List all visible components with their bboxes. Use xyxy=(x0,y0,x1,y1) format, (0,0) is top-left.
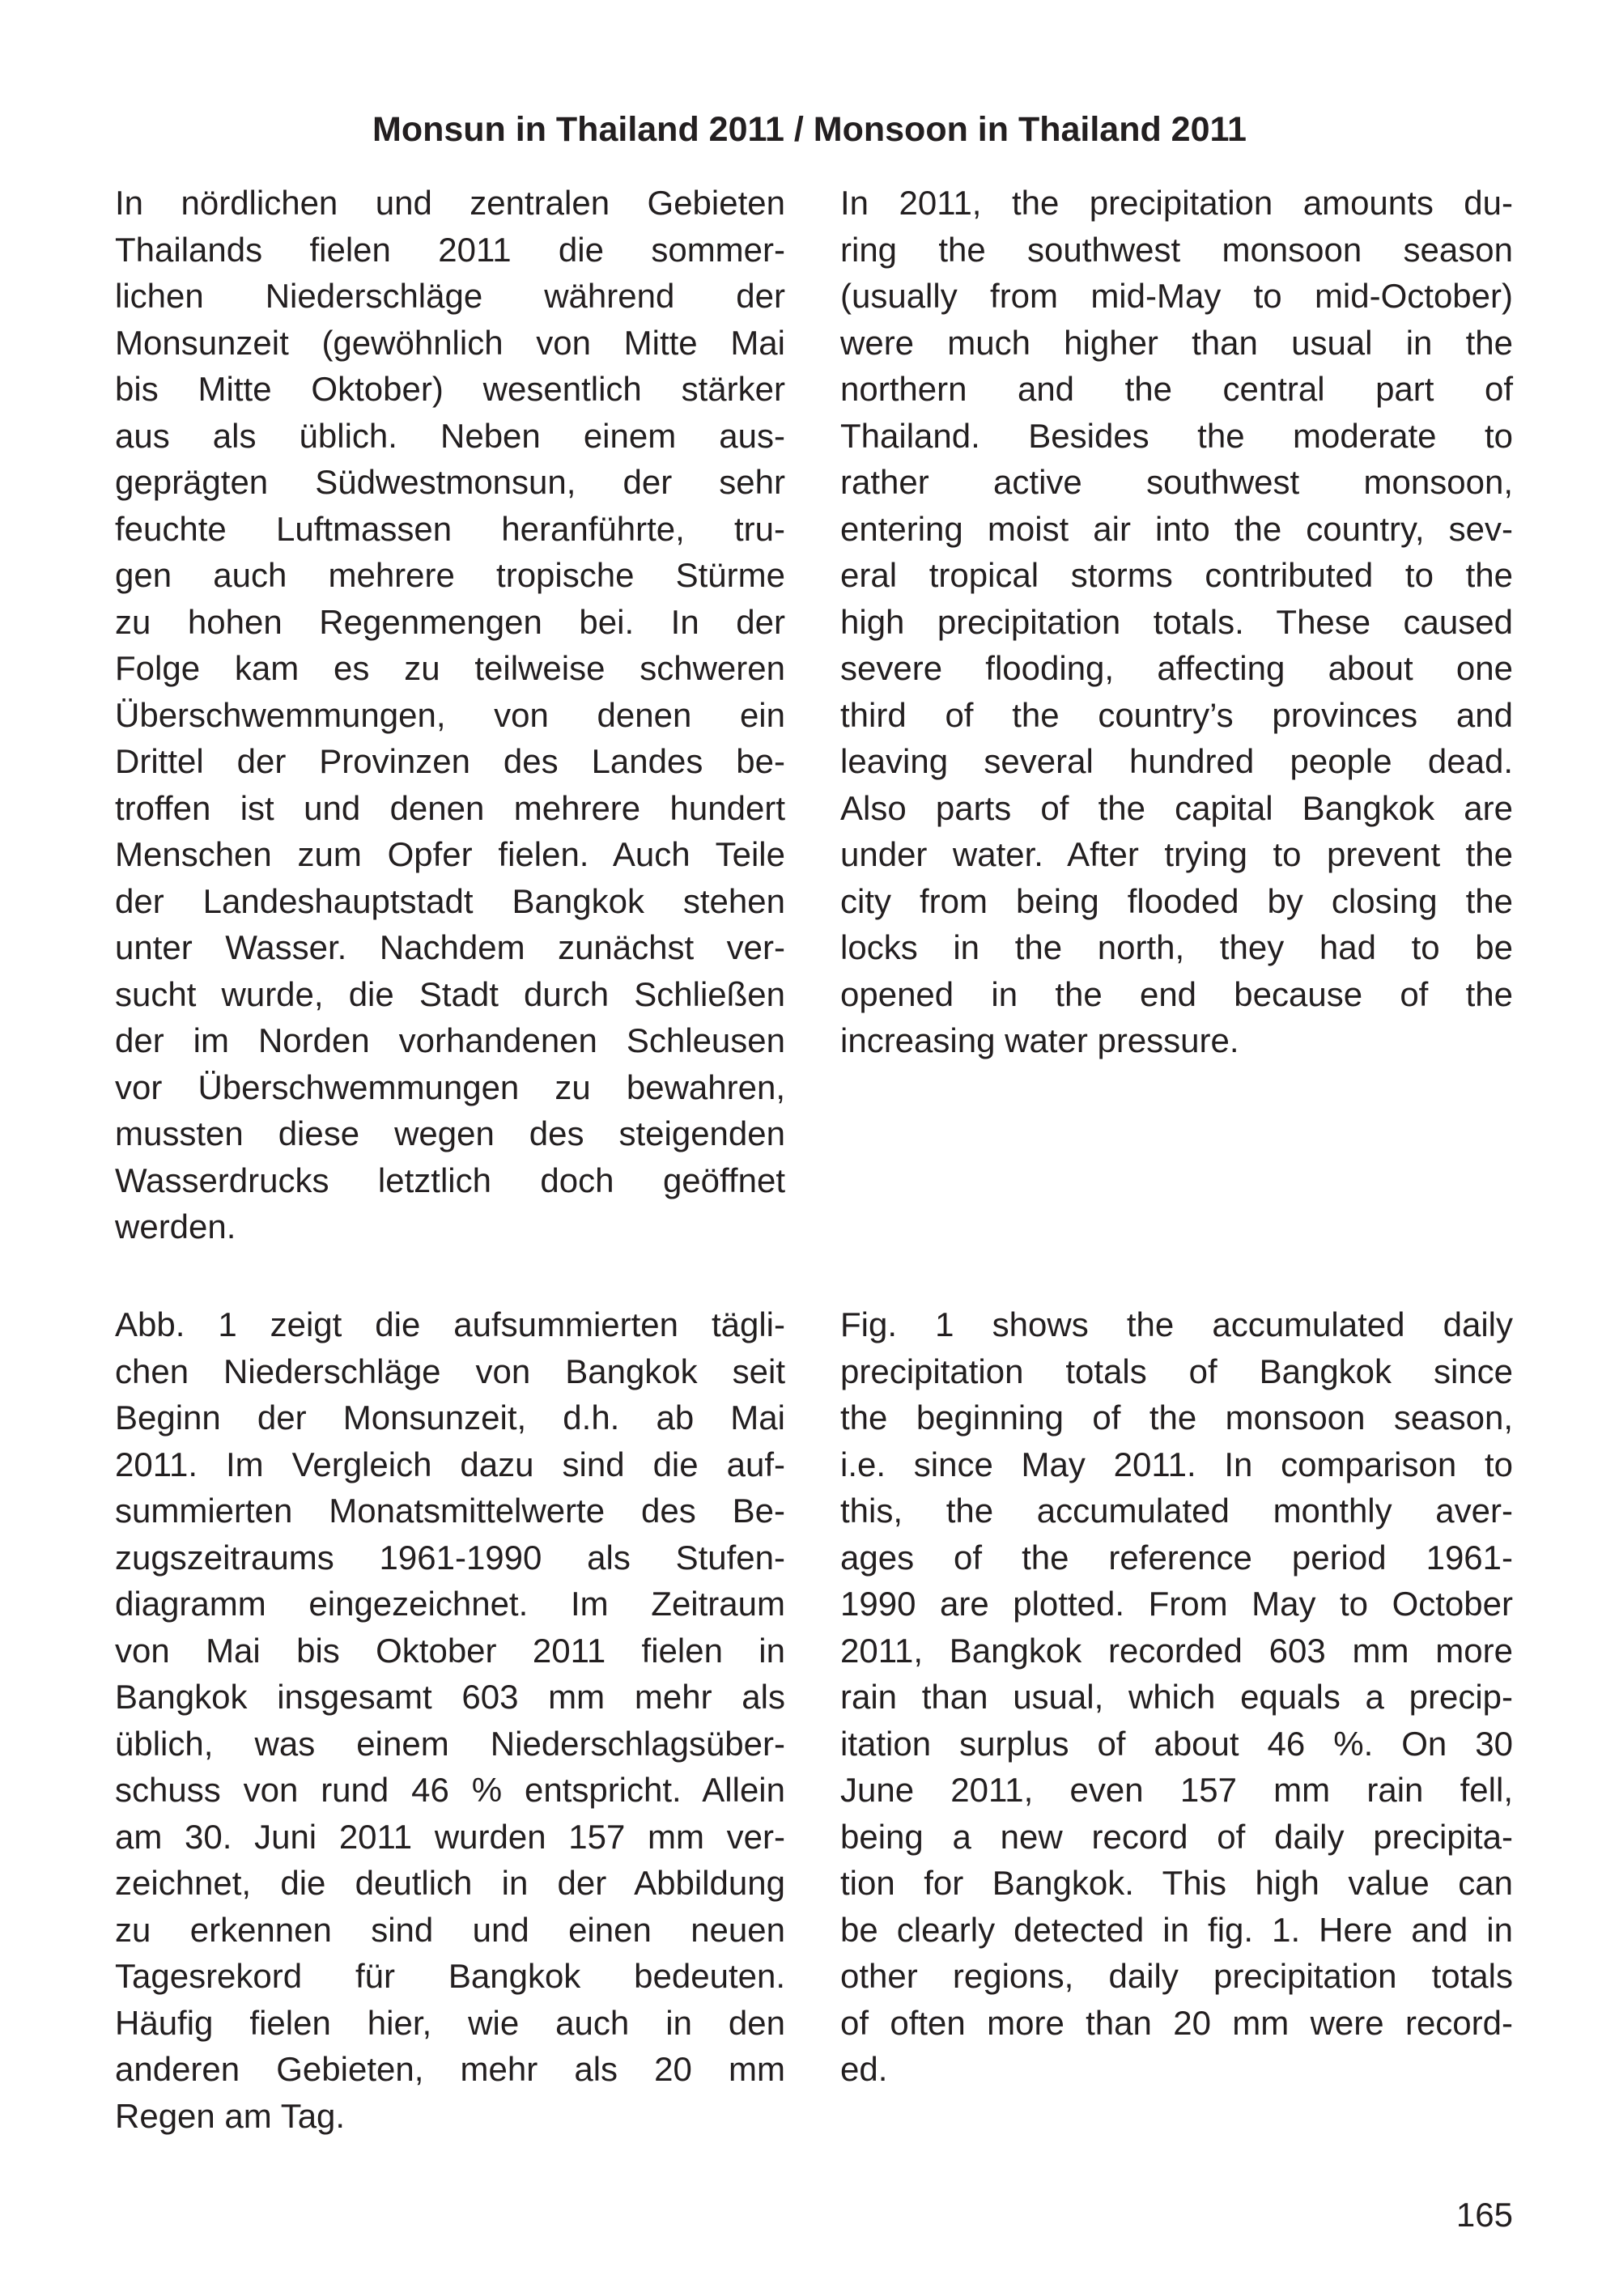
text-line: Abb. 1 zeigt die aufsummierten tägli- xyxy=(115,1305,785,1343)
text-line: unter Wasser. Nachdem zunächst ver- xyxy=(115,928,785,966)
text-line: this, the accumulated monthly aver- xyxy=(840,1492,1513,1530)
text-line: Folge kam es zu teilweise schweren xyxy=(115,649,785,687)
text-line: other regions, daily precipitation totals xyxy=(840,1957,1513,1995)
text-line: diagramm eingezeichnet. Im Zeitraum xyxy=(115,1585,785,1623)
text-line: locks in the north, they had to be xyxy=(840,928,1513,966)
text-line: Thailands fielen 2011 die sommer- xyxy=(115,230,785,269)
text-line: precipitation totals of Bangkok since xyxy=(840,1352,1513,1390)
text-line: severe flooding, affecting about one xyxy=(840,649,1513,687)
text-line: am 30. Juni 2011 wurden 157 mm ver- xyxy=(115,1817,785,1856)
text-line: In 2011, the precipitation amounts du- xyxy=(840,184,1513,222)
text-line: üblich, was einem Niederschlagsüber- xyxy=(115,1724,785,1763)
text-line: von Mai bis Oktober 2011 fielen in xyxy=(115,1631,785,1670)
text-line: itation surplus of about 46 %. On 30 xyxy=(840,1724,1513,1763)
text-line: Thailand. Besides the moderate to xyxy=(840,416,1513,455)
text-line: northern and the central part of xyxy=(840,370,1513,408)
text-line: Menschen zum Opfer fielen. Auch Teile xyxy=(115,835,785,873)
text-line: In nördlichen und zentralen Gebieten xyxy=(115,184,785,222)
text-line: Überschwemmungen, von denen ein xyxy=(115,695,785,734)
text-line: city from being flooded by closing the xyxy=(840,881,1513,920)
text-line: mussten diese wegen des steigenden xyxy=(115,1114,785,1152)
text-line: under water. After trying to prevent the xyxy=(840,835,1513,873)
text-line: gen auch mehrere tropische Stürme xyxy=(115,556,785,594)
text-line: June 2011, even 157 mm rain fell, xyxy=(840,1771,1513,1809)
text-line: zugszeitraums 1961-1990 als Stufen- xyxy=(115,1538,785,1577)
text-line: Wasserdrucks letztlich doch geöffnet xyxy=(115,1161,785,1199)
text-line: Monsunzeit (gewöhnlich von Mitte Mai xyxy=(115,323,785,362)
text-line: der im Norden vorhandenen Schleusen xyxy=(115,1021,785,1059)
text-line: Also parts of the capital Bangkok are xyxy=(840,788,1513,827)
text-line: third of the country’s provinces and xyxy=(840,695,1513,734)
text-line: geprägten Südwestmonsun, der sehr xyxy=(115,463,785,501)
text-line: 2011. Im Vergleich dazu sind die auf- xyxy=(115,1445,785,1483)
text-line: Regen am Tag. xyxy=(115,2096,346,2135)
text-line: sucht wurde, die Stadt durch Schließen xyxy=(115,974,785,1013)
text-line: (usually from mid-May to mid-October) xyxy=(840,277,1513,315)
german-paragraph-1 xyxy=(115,180,785,1250)
text-line: ages of the reference period 1961- xyxy=(840,1538,1513,1577)
text-line: 2011, Bangkok recorded 603 mm more xyxy=(840,1631,1513,1670)
text-line: being a new record of daily precipita- xyxy=(840,1817,1513,1856)
text-line: Bangkok insgesamt 603 mm mehr als xyxy=(115,1678,785,1716)
text-line: zu hohen Regenmengen bei. In der xyxy=(115,602,785,641)
page-title: Monsun in Thailand 2011 / Monsoon in Thailand 2011 xyxy=(372,110,1247,149)
english-paragraph-1 xyxy=(840,180,1513,1064)
text-line: anderen Gebieten, mehr als 20 mm xyxy=(115,2050,785,2088)
text-line: feuchte Luftmassen heranführte, tru- xyxy=(115,509,785,548)
text-line: were much higher than usual in the xyxy=(840,323,1513,362)
text-line: Häufig fielen hier, wie auch in den xyxy=(115,2003,785,2042)
text-line: werden. xyxy=(115,1207,236,1246)
text-line: Beginn der Monsunzeit, d.h. ab Mai xyxy=(115,1398,785,1437)
text-line: der Landeshauptstadt Bangkok stehen xyxy=(115,881,785,920)
text-line: vor Überschwemmungen zu bewahren, xyxy=(115,1067,785,1106)
german-paragraph-2 xyxy=(115,1301,785,2139)
text-line: schuss von rund 46 % entspricht. Allein xyxy=(115,1771,785,1809)
text-line: high precipitation totals. These caused xyxy=(840,602,1513,641)
english-paragraph-2 xyxy=(840,1301,1513,2093)
text-line: ring the southwest monsoon season xyxy=(840,230,1513,269)
text-line: troffen ist und denen mehrere hundert xyxy=(115,788,785,827)
text-line: of often more than 20 mm were record- xyxy=(840,2003,1513,2042)
text-line: 1990 are plotted. From May to October xyxy=(840,1585,1513,1623)
text-line: bis Mitte Oktober) wesentlich stärker xyxy=(115,370,785,408)
text-line: lichen Niederschläge während der xyxy=(115,277,785,315)
text-line: opened in the end because of the xyxy=(840,974,1513,1013)
text-line: the beginning of the monsoon season, xyxy=(840,1398,1513,1437)
text-line: entering moist air into the country, sev- xyxy=(840,509,1513,548)
text-line: Fig. 1 shows the accumulated daily xyxy=(840,1305,1513,1343)
text-line: increasing water pressure. xyxy=(840,1021,1239,1059)
text-line: Drittel der Provinzen des Landes be- xyxy=(115,742,785,780)
text-line: rather active southwest monsoon, xyxy=(840,463,1513,501)
text-line: chen Niederschläge von Bangkok seit xyxy=(115,1352,785,1390)
text-line: zu erkennen sind und einen neuen xyxy=(115,1910,785,1949)
text-line: eral tropical storms contributed to the xyxy=(840,556,1513,594)
text-line: Tagesrekord für Bangkok bedeuten. xyxy=(115,1957,785,1995)
text-line: rain than usual, which equals a precip- xyxy=(840,1678,1513,1716)
text-line: zeichnet, die deutlich in der Abbildung xyxy=(115,1864,785,1902)
text-line: leaving several hundred people dead. xyxy=(840,742,1513,780)
page-number: 165 xyxy=(1455,2196,1513,2234)
text-line: ed. xyxy=(840,2050,888,2088)
text-line: be clearly detected in fig. 1. Here and in xyxy=(840,1910,1513,1949)
text-line: tion for Bangkok. This high value can xyxy=(840,1864,1513,1902)
text-line: aus als üblich. Neben einem aus- xyxy=(115,416,785,455)
text-line: summierten Monatsmittelwerte des Be- xyxy=(115,1492,785,1530)
text-line: i.e. since May 2011. In comparison to xyxy=(840,1445,1513,1483)
